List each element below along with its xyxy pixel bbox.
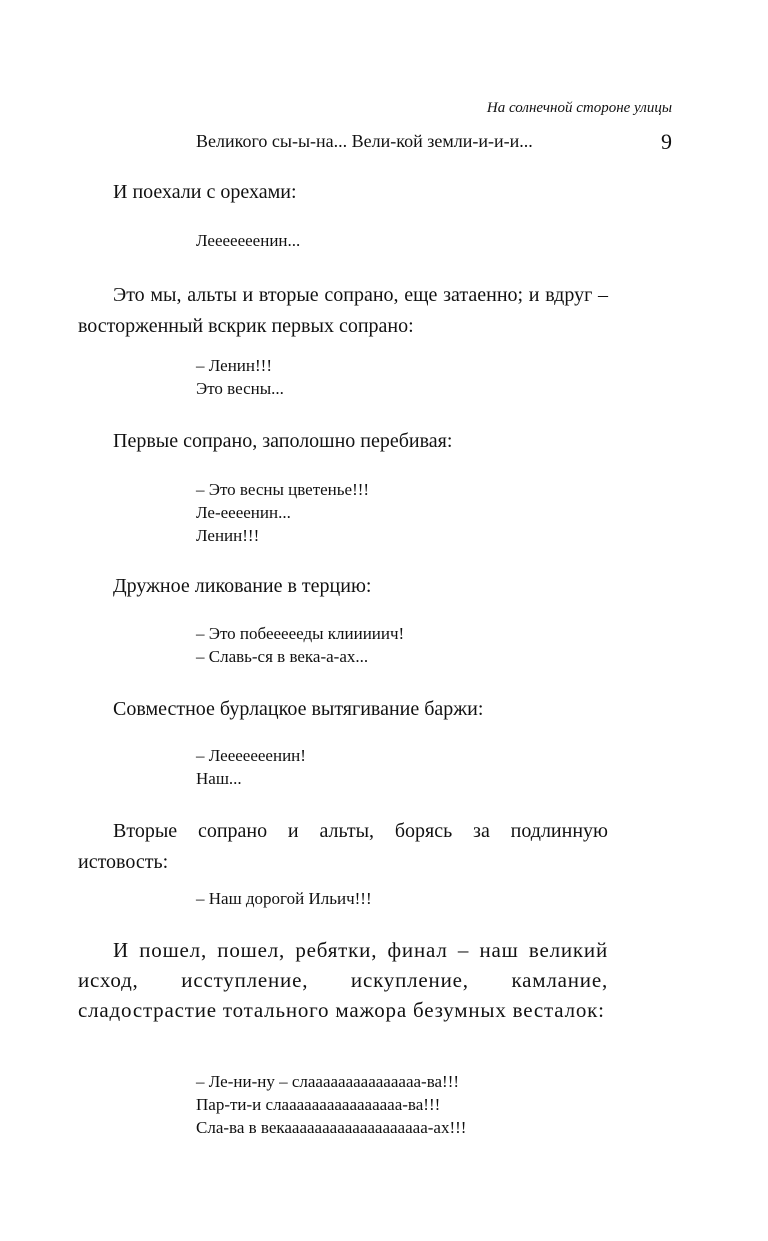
paragraph-6: Вторые сопрано и альты, борясь за подлинную истовость: [78,820,608,873]
verse-7 [196,1070,466,1139]
verse-line: – Ленин!!! [196,356,272,375]
verse-3 [196,478,369,547]
paragraph-5: Совместное бурлацкое вытягивание баржи: [113,698,484,720]
verse-line: – Наш дорогой Ильич!!! [196,889,372,908]
running-head: На солнечной стороне улицы [486,100,672,116]
verse-line: Наш... [196,769,242,788]
verse-5 [196,744,306,790]
verse-line: – Лееееееенин! [196,746,306,765]
verse-1 [196,229,300,252]
verse-line: Сла-ва в векааааааааааааааааааа-ах!!! [196,1118,467,1137]
paragraph-4: Дружное ликование в терцию: [113,575,372,597]
verse-6 [196,887,372,910]
verse-line: Ленин!!! [196,526,260,545]
page-number: 9 [661,129,672,154]
verse-2 [196,354,284,400]
verse-line: Пар-ти-и слаааааааааааааааа-ва!!! [196,1095,441,1114]
verse-line: – Славь-ся в века-а-ах... [196,647,369,666]
paragraph-3: Первые сопрано, заполошно перебивая: [113,430,453,452]
header-verse-line: Великого сы-ы-на... Вели-кой земли-и-и-и... [196,131,533,151]
verse-line: Ле-еееенин... [196,503,291,522]
paragraph-2: Это мы, альты и вторые сопрано, еще затаенно; и вдруг – восторженный вскрик первых сопрано: [78,284,608,337]
paragraph-7: И пошел, пошел, ребятки, финал – наш великий исход, исступление, искупление, камлание, сладострастие тотального мажора безумных весталок: [78,938,608,1022]
paragraph-1: И поехали с орехами: [113,181,297,203]
verse-line: Это весны... [196,379,284,398]
verse-line: – Это весны цветенье!!! [196,480,370,499]
verse-line: Лееееееенин... [196,231,301,250]
verse-line: – Ле-ни-ну – слааааааааааааааа-ва!!! [196,1072,460,1091]
verse-line: – Это побеееееды клииииич! [196,624,405,643]
verse-4 [196,622,404,668]
